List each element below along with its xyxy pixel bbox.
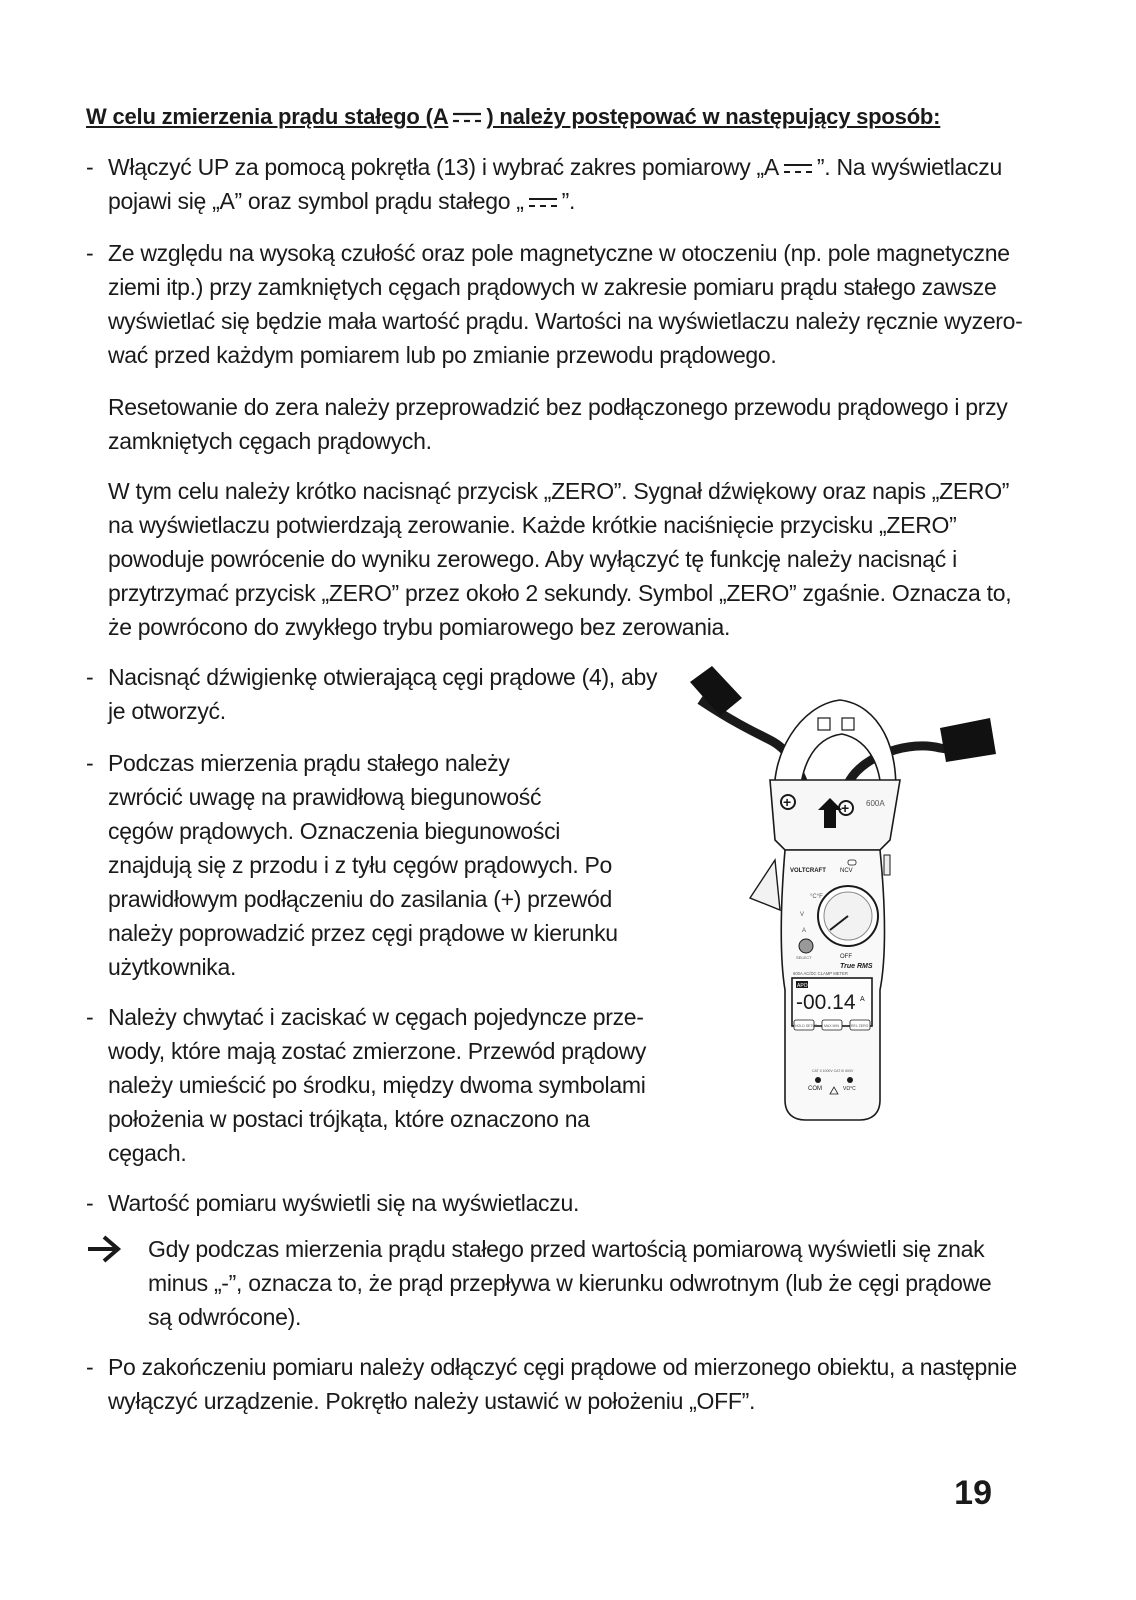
brand-logo: VOLTCRAFT <box>790 868 826 874</box>
text-line: cęgów prądowych. Oznaczenia biegunowości <box>108 818 561 844</box>
text-line: zwrócić uwagę na prawidłową biegunowość <box>108 784 542 810</box>
cable-end-left <box>690 666 742 716</box>
text-line: należy umieścić po środku, między dwoma symbolami <box>108 1072 646 1098</box>
text-line: ziemi itp.) przy zamkniętych cęgach prądowych w zakresie pomiaru prądu stałego zawsze <box>108 274 997 300</box>
text-line: Po zakończeniu pomiaru należy odłączyć cęgi prądowe od mierzonego obiektu, a następnie <box>108 1354 1017 1380</box>
lcd-value: -00.14 <box>796 991 856 1014</box>
zero-label: REL ZERO <box>851 1024 869 1028</box>
text-line: W tym celu należy krótko nacisnąć przycisk „ZERO”. Sygnał dźwiękowy oraz napis „ZERO” <box>108 478 1010 504</box>
text-line: że powrócono do zwykłego trybu pomiarowego bez zerowania. <box>108 614 731 640</box>
paragraph <box>108 474 1098 644</box>
select-button <box>799 939 813 953</box>
arrow-right-icon <box>86 1234 122 1264</box>
ncv-label: NCV <box>840 868 853 874</box>
maxmin-label: MAX MIN <box>824 1024 839 1028</box>
list-item <box>86 746 686 986</box>
svg-text:+: + <box>841 800 850 816</box>
text-line: są odwrócone). <box>148 1304 302 1330</box>
text-line: wyświetlać się będzie mała wartość prądu. Wartości na wyświetlaczu należy ręcznie wyzero- <box>108 308 1023 334</box>
heading-text-end: ) należy postępować w następujący sposób: <box>486 104 941 129</box>
text-line: przytrzymać przycisk „ZERO” przez około 2 sekundy. Symbol „ZERO” zgaśnie. Oznacza to, <box>108 580 1012 606</box>
text-line: wyłączyć urządzenie. Pokrętło należy ustawić w położeniu „OFF”. <box>108 1388 756 1414</box>
text-line: Podczas mierzenia prądu stałego należy <box>108 750 510 776</box>
select-label: SELECT <box>796 955 812 960</box>
com-label: COM <box>808 1086 822 1092</box>
text-line: Resetowanie do zera należy przeprowadzić bez podłączonego przewodu prądowego i przy <box>108 394 1008 420</box>
apo-indicator: APO <box>797 983 808 989</box>
bullet-dash: - <box>86 1354 94 1380</box>
dial-label-a: A <box>802 928 807 934</box>
text-line: minus „-”, oznacza to, że prąd przepływa w kierunku odwrotnym (lub że cęgi prądowe <box>148 1270 992 1296</box>
bullet-dash: - <box>86 154 94 180</box>
dc-current-icon <box>783 162 813 176</box>
paragraph <box>108 390 1098 458</box>
dc-current-icon <box>528 196 558 210</box>
dial-label-temp: °C°F <box>810 894 823 900</box>
text-line: Gdy podczas mierzenia prądu stałego przed wartością pomiarową wyświetli się znak <box>148 1236 985 1262</box>
heading-text-start: W celu zmierzenia prądu stałego (A <box>86 104 449 129</box>
text-line-end: ”. Na wyświetlaczu <box>816 154 1002 180</box>
text-line: na wyświetlaczu potwierdzają zerowanie. Każde krótkie naciśnięcie przycisku „ZERO” <box>108 512 957 538</box>
v-jack <box>847 1077 853 1083</box>
section-heading <box>86 104 1086 130</box>
list-item <box>86 1350 1086 1420</box>
cat-label: CAT II 1000V CAT III 600V <box>812 1069 854 1073</box>
bullet-dash: - <box>86 240 94 266</box>
text-line: Włączyć UP za pomocą pokrętła (13) i wybrać zakres pomiarowy „A <box>108 154 779 180</box>
svg-text:+: + <box>783 794 792 810</box>
dial-label-v: V <box>800 912 805 918</box>
text-line-end: ”. <box>561 188 576 214</box>
hold-label: HOLD SETUP <box>795 1024 818 1028</box>
bullet-dash: - <box>86 664 94 690</box>
list-item <box>86 236 1086 376</box>
text-line: należy poprowadzić przez cęgi prądowe w kierunku <box>108 920 618 946</box>
text-line: cęgach. <box>108 1140 187 1166</box>
jaw-trigger <box>750 860 780 910</box>
com-jack <box>815 1077 821 1083</box>
list-item <box>86 150 1086 220</box>
text-line: użytkownika. <box>108 954 237 980</box>
list-item <box>86 1000 686 1172</box>
cable-end-right <box>940 718 996 762</box>
text-line: wać przed każdym pomiarem lub po zmianie przewodu prądowego. <box>108 342 777 368</box>
model-label: 600A AC/DC CLAMP METER <box>793 971 848 976</box>
bullet-dash: - <box>86 1190 94 1216</box>
text-line: powoduje powrócenie do wyniku zerowego. Aby wyłączyć tę funkcję należy nacisnąć i <box>108 546 957 572</box>
text-line: Ze względu na wysoką czułość oraz pole magnetyczne w otoczeniu (np. pole magnetyczne <box>108 240 1010 266</box>
list-item <box>86 660 686 730</box>
bullet-dash: - <box>86 1004 94 1030</box>
text-line: zamkniętych cęgach prądowych. <box>108 428 432 454</box>
text-line: Wartość pomiaru wyświetli się na wyświetlaczu. <box>108 1190 580 1216</box>
vohm-label: VΩ°C <box>843 1086 856 1092</box>
text-line: znajdują się z przodu i z tyłu cęgów prądowych. Po <box>108 852 613 878</box>
clamp-meter-illustration <box>690 660 1010 1160</box>
note-block <box>86 1232 1086 1336</box>
list-item <box>86 1186 1086 1222</box>
text-line: Nacisnąć dźwigienkę otwierającą cęgi prądowe (4), aby <box>108 664 658 690</box>
lcd-unit: A <box>860 996 865 1003</box>
text-line: je otworzyć. <box>108 698 226 724</box>
text-line: pojawi się „A” oraz symbol prądu stałego „ <box>108 188 524 214</box>
bullet-dash: - <box>86 750 94 776</box>
text-line: wody, które mają zostać zmierzone. Przewód prądowy <box>108 1038 647 1064</box>
text-line: Należy chwytać i zaciskać w cęgach pojedyncze prze- <box>108 1004 644 1030</box>
true-rms-label: True RMS <box>840 963 873 970</box>
range-label: 600A <box>866 799 885 808</box>
text-line: prawidłowym podłączeniu do zasilania (+) przewód <box>108 886 612 912</box>
dc-current-icon <box>452 111 482 125</box>
page-number: 19 <box>954 1474 992 1512</box>
off-label: OFF <box>840 954 852 960</box>
text-line: położenia w postaci trójkąta, które oznaczono na <box>108 1106 590 1132</box>
